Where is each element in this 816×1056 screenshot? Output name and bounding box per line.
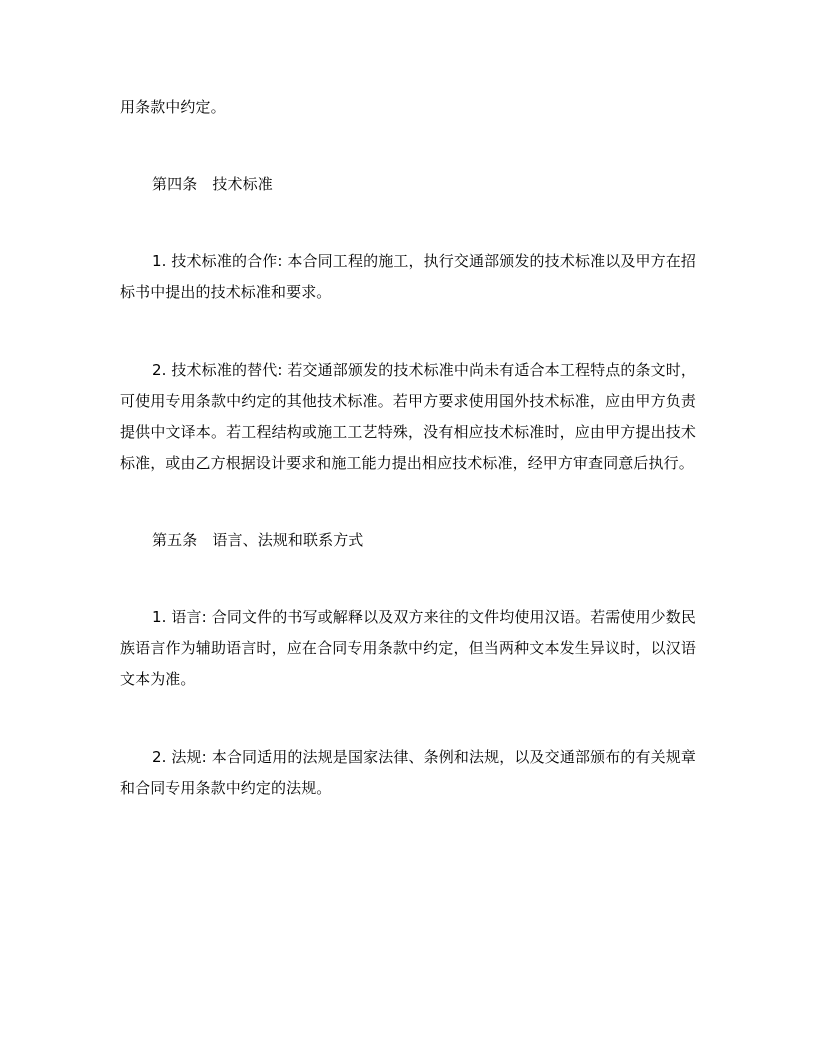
spacer xyxy=(120,200,696,246)
spacer xyxy=(120,479,696,525)
spacer xyxy=(120,123,696,169)
lead-paragraph: 用条款中约定。 xyxy=(120,98,226,116)
spacer xyxy=(120,308,696,355)
article-5-heading: 第五条 语言、法规和联系方式 xyxy=(152,531,364,549)
article-4-paragraph-1: 1. 技术标准的合作: 本合同工程的施工，执行交通部颁发的技术标准以及甲方在招标书中提出的技术标准和要求。 xyxy=(120,252,696,301)
article-4-paragraph-2: 2. 技术标准的替代: 若交通部颁发的技术标准中尚未有适合本工程特点的条文时，可使用专用条款中约定的其他技术标准。若甲方要求使用国外技术标准，应由甲方负责提供中文译本。若工程结构或施工工艺特殊，没有相应技术标准时，应由甲方提出技术标准，或由乙方根据设计要求和施工能力提出相应技术标准，经甲方审查同意后执行。 xyxy=(120,361,696,472)
article-4-heading: 第四条 技术标准 xyxy=(152,175,273,193)
spacer xyxy=(120,695,696,742)
document-body xyxy=(120,92,696,804)
spacer xyxy=(120,556,696,602)
article-5-paragraph-2: 2. 法规: 本合同适用的法规是国家法律、条例和法规，以及交通部颁布的有关规章和合同专用条款中约定的法规。 xyxy=(120,748,696,797)
article-5-paragraph-1: 1. 语言: 合同文件的书写或解释以及双方来往的文件均使用汉语。若需使用少数民族语言作为辅助语言时，应在合同专用条款中约定，但当两种文本发生异议时，以汉语文本为准。 xyxy=(120,608,696,688)
